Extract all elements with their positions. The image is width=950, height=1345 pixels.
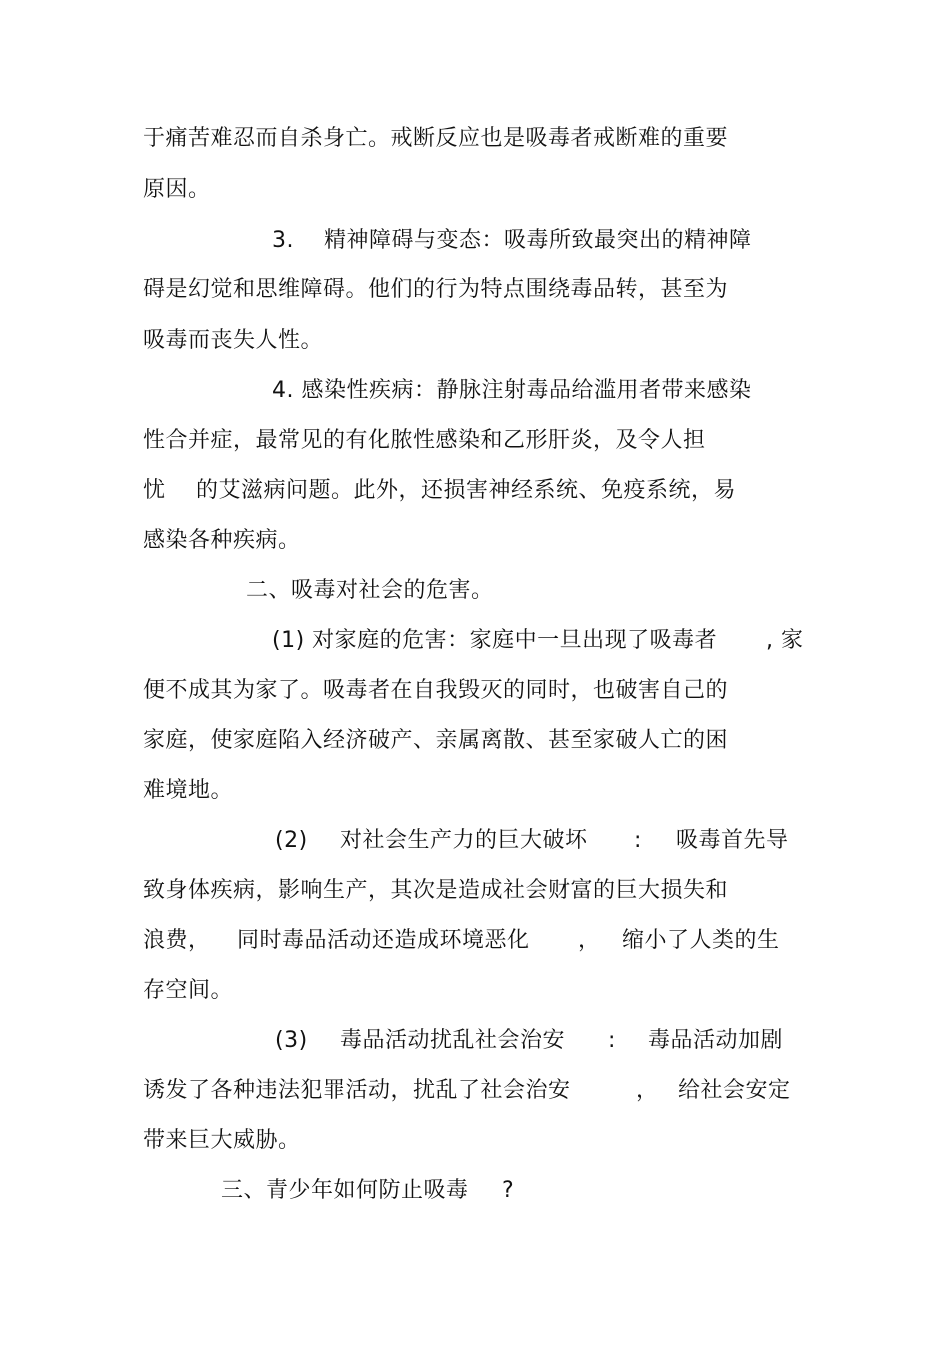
text-line: 难境地。 (143, 778, 234, 803)
text-line: 便不成其为家了。吸毒者在自我毁灭的同时，也破害自己的 (143, 678, 729, 703)
text-line: 带来巨大威胁。 (143, 1128, 301, 1153)
text-fragment: 给社会安定 (678, 1078, 791, 1103)
list-number: (2) (275, 828, 308, 853)
text-line: 吸毒而丧失人性。 (143, 328, 324, 353)
section-heading: 三、青少年如何防止吸毒 (221, 1178, 469, 1203)
text-line: 家庭，使家庭陷入经济破产、亲属离散、甚至家破人亡的困 (143, 728, 729, 753)
text-line: 精神障碍与变态：吸毒所致最突出的精神障 (324, 228, 752, 253)
text-line: 4. 感染性疾病：静脉注射毒品给滥用者带来感染 (272, 378, 752, 403)
list-number: 3. (272, 228, 294, 253)
text-fragment: : (634, 828, 642, 853)
text-line: 感染各种疾病。 (143, 528, 301, 553)
text-fragment: 浪费， (143, 928, 211, 953)
text-line: 原因。 (143, 177, 211, 202)
text-fragment: 缩小了人类的生 (622, 928, 780, 953)
text-fragment: 诱发了各种违法犯罪活动，扰乱了社会治安 (143, 1078, 571, 1103)
text-fragment: 毒品活动扰乱社会治安 (340, 1028, 566, 1053)
text-line: 于痛苦难忍而自杀身亡。戒断反应也是吸毒者戒断难的重要 (143, 126, 729, 151)
text-line: 致身体疾病，影响生产，其次是造成社会财富的巨大损失和 (143, 878, 729, 903)
text-line: 性合并症，最常见的有化脓性感染和乙形肝炎，及令人担 (143, 428, 706, 453)
text-line: (1) 对家庭的危害：家庭中一旦出现了吸毒者 (272, 628, 718, 653)
text-line: 的艾滋病问题。此外，还损害神经系统、免疫系统，易 (196, 478, 737, 503)
text-line: 碍是幻觉和思维障碍。他们的行为特点围绕毒品转，甚至为 (143, 277, 729, 302)
text-fragment: , 家 (766, 628, 804, 653)
text-fragment: 忧 (143, 478, 166, 503)
text-fragment: ， (578, 928, 601, 953)
text-fragment: ? (502, 1178, 515, 1203)
section-heading: 二、吸毒对社会的危害。 (246, 578, 494, 603)
text-fragment: 对社会生产力的巨大破坏 (340, 828, 588, 853)
text-fragment: : (608, 1028, 616, 1053)
text-line: 存空间。 (143, 978, 234, 1003)
text-fragment: 毒品活动加剧 (648, 1028, 784, 1053)
text-fragment: 同时毒品活动还造成环境恶化 (237, 928, 530, 953)
text-fragment: 吸毒首先导 (676, 828, 789, 853)
list-number: (3) (275, 1028, 308, 1053)
text-fragment: ， (636, 1078, 659, 1103)
